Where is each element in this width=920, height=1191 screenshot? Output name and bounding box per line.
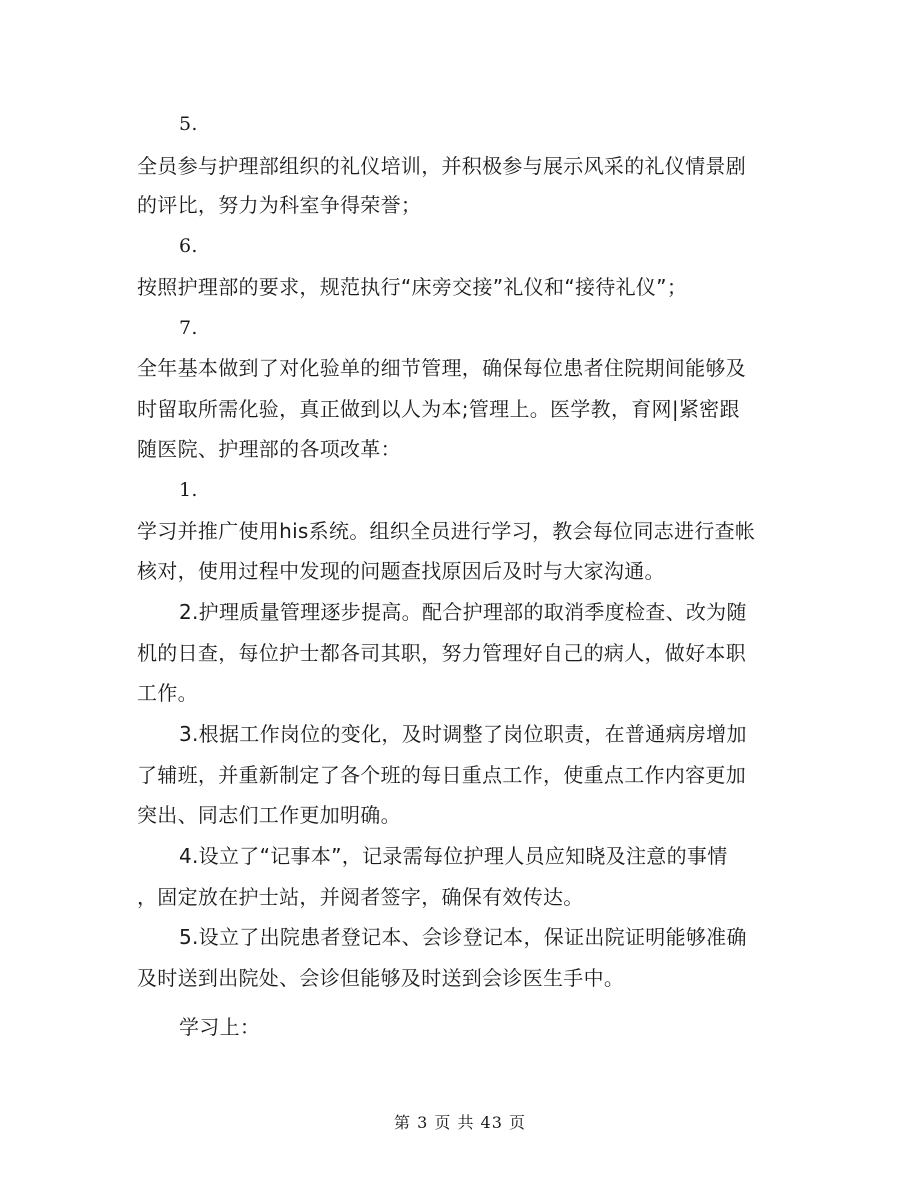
paragraph-line: 5.设立了出院患者登记本、会诊登记本，保证出院证明能够准确 — [179, 925, 747, 949]
list-number: 7. — [179, 317, 198, 339]
paragraph-line: 随医院、护理部的各项改革： — [137, 437, 401, 461]
list-number: 1. — [179, 479, 198, 501]
paragraph-line: ，固定放在护士站，并阅者签字，确保有效传达。 — [137, 885, 584, 909]
section-heading: 学习上： — [179, 1015, 261, 1039]
paragraph-line: 突出、同志们工作更加明确。 — [137, 803, 401, 827]
paragraph-line: 学习并推广使用his系统。组织全员进行学习，教会每位同志进行查帐 — [137, 519, 756, 543]
paragraph-line: 3.根据工作岗位的变化，及时调整了岗位职责，在普通病房增加 — [179, 722, 747, 746]
paragraph-line: 核对，使用过程中发现的问题查找原因后及时与大家沟通。 — [137, 559, 665, 583]
paragraph-line: 全年基本做到了对化验单的细节管理，确保每位患者住院期间能够及 — [137, 356, 746, 380]
paragraph-line: 及时送到出院处、会诊但能够及时送到会诊医生手中。 — [137, 966, 625, 990]
paragraph-line: 了辅班，并重新制定了各个班的每日重点工作，使重点工作内容更加 — [137, 763, 746, 787]
paragraph-line: 4.设立了“记事本”，记录需每位护理人员应知晓及注意的事情 — [179, 844, 728, 868]
paragraph-line: 时留取所需化验，真正做到以人为本;管理上。医学教，育网|紧密跟 — [137, 397, 740, 421]
paragraph-line: 机的日查，每位护士都各司其职，努力管理好自己的病人，做好本职 — [137, 641, 746, 665]
paragraph-line: 工作。 — [137, 681, 198, 705]
paragraph-line: 全员参与护理部组织的礼仪培训，并积极参与展示风采的礼仪情景剧 — [137, 154, 746, 178]
paragraph-line: 的评比，努力为科室争得荣誉； — [137, 193, 422, 217]
paragraph-line: 2.护理质量管理逐步提高。配合护理部的取消季度检查、改为随 — [179, 600, 747, 624]
paragraph-line: 按照护理部的要求，规范执行“床旁交接”礼仪和“接待礼仪”； — [137, 275, 688, 299]
list-number: 5. — [179, 113, 198, 135]
page-number-footer: 第 3 页 共 43 页 — [394, 1113, 526, 1132]
list-number: 6. — [179, 235, 198, 257]
